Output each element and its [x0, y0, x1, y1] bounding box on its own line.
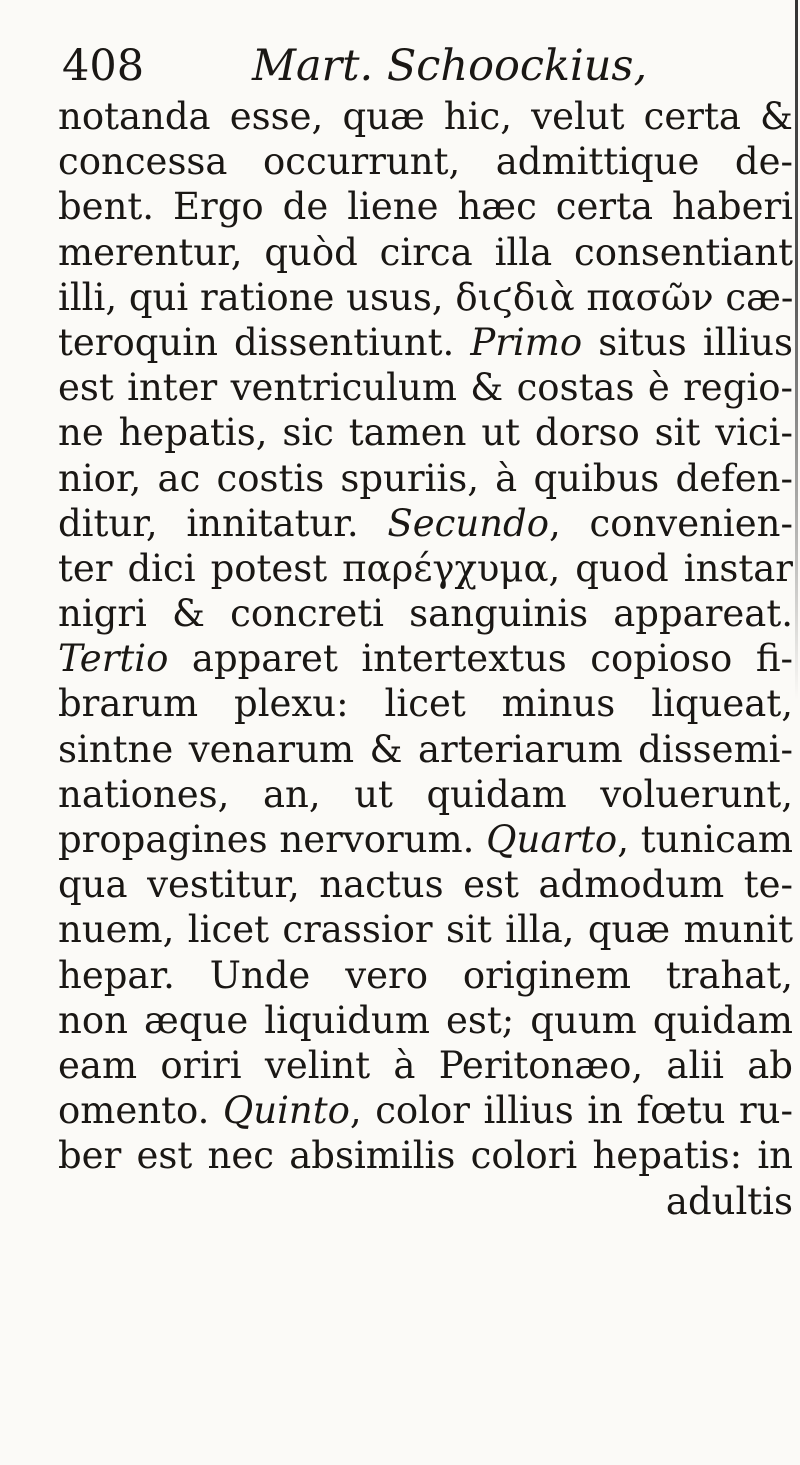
text-line: qua vestitur, nactus est admodum te- — [58, 863, 793, 907]
text-line: teroquin dissentiunt. Primo situs illius — [58, 320, 794, 364]
text-line: eam oriri velint à Peritonæo, alii ab — [58, 1043, 793, 1087]
section-keyword: Tertio — [58, 637, 169, 681]
text-line: illi, qui ratione usus, διϛδιὰ πασῶν cæ- — [58, 275, 794, 319]
text-line: Tertio apparet intertextus copioso fi- — [58, 637, 793, 681]
text-line: nationes, an, ut quidam voluerunt, — [58, 772, 793, 816]
text-line: merentur, quòd circa illa consentiant — [58, 230, 793, 274]
text-line: sintne venarum & arteriarum dissemi- — [58, 727, 793, 771]
text-line: ter dici potest παρέγχυμα, quod instar — [58, 546, 793, 590]
text-line: brarum plexu: licet minus liqueat, — [58, 682, 793, 726]
page-edge-shadow — [795, 0, 798, 700]
text-line: est inter ventriculum & costas è regio- — [58, 366, 793, 410]
text-line: ditur, innitatur. Secundo, convenien- — [58, 501, 793, 545]
text-line: ber est nec absimilis colori hepatis: in — [58, 1134, 793, 1178]
text-line: nior, ac costis spuriis, à quibus defen- — [58, 456, 793, 500]
text-line: omento. Quinto, color illius in fœtu ru- — [58, 1089, 794, 1133]
text-line: concessa occurrunt, admittique de- — [58, 140, 793, 184]
section-keyword: Quinto — [222, 1089, 350, 1133]
body-text — [58, 94, 793, 1224]
text-line: non æque liquidum est; quum quidam — [58, 998, 793, 1042]
page-header — [62, 38, 647, 94]
text-line: propagines nervorum. Quarto, tunicam — [58, 818, 793, 861]
text-line: bent. Ergo de liene hæc certa haberi — [58, 185, 793, 229]
catchword: adultis — [665, 1179, 793, 1223]
section-keyword: Secundo — [387, 501, 549, 545]
text-line: ne hepatis, sic tamen ut dorso sit vici- — [58, 411, 793, 455]
text-line: nuem, licet crassior sit illa, quæ munit — [58, 908, 793, 952]
section-keyword: Quarto — [486, 818, 618, 861]
section-keyword: Primo — [470, 320, 583, 364]
text-line: hepar. Unde vero originem trahat, — [58, 953, 793, 997]
text-line: notanda esse, quæ hic, velut certa & — [58, 95, 793, 138]
running-title: Mart. Schoockius, — [252, 41, 648, 91]
text-line: nigri & concreti sanguinis appareat. — [58, 592, 793, 636]
page-number: 408 — [62, 41, 145, 91]
